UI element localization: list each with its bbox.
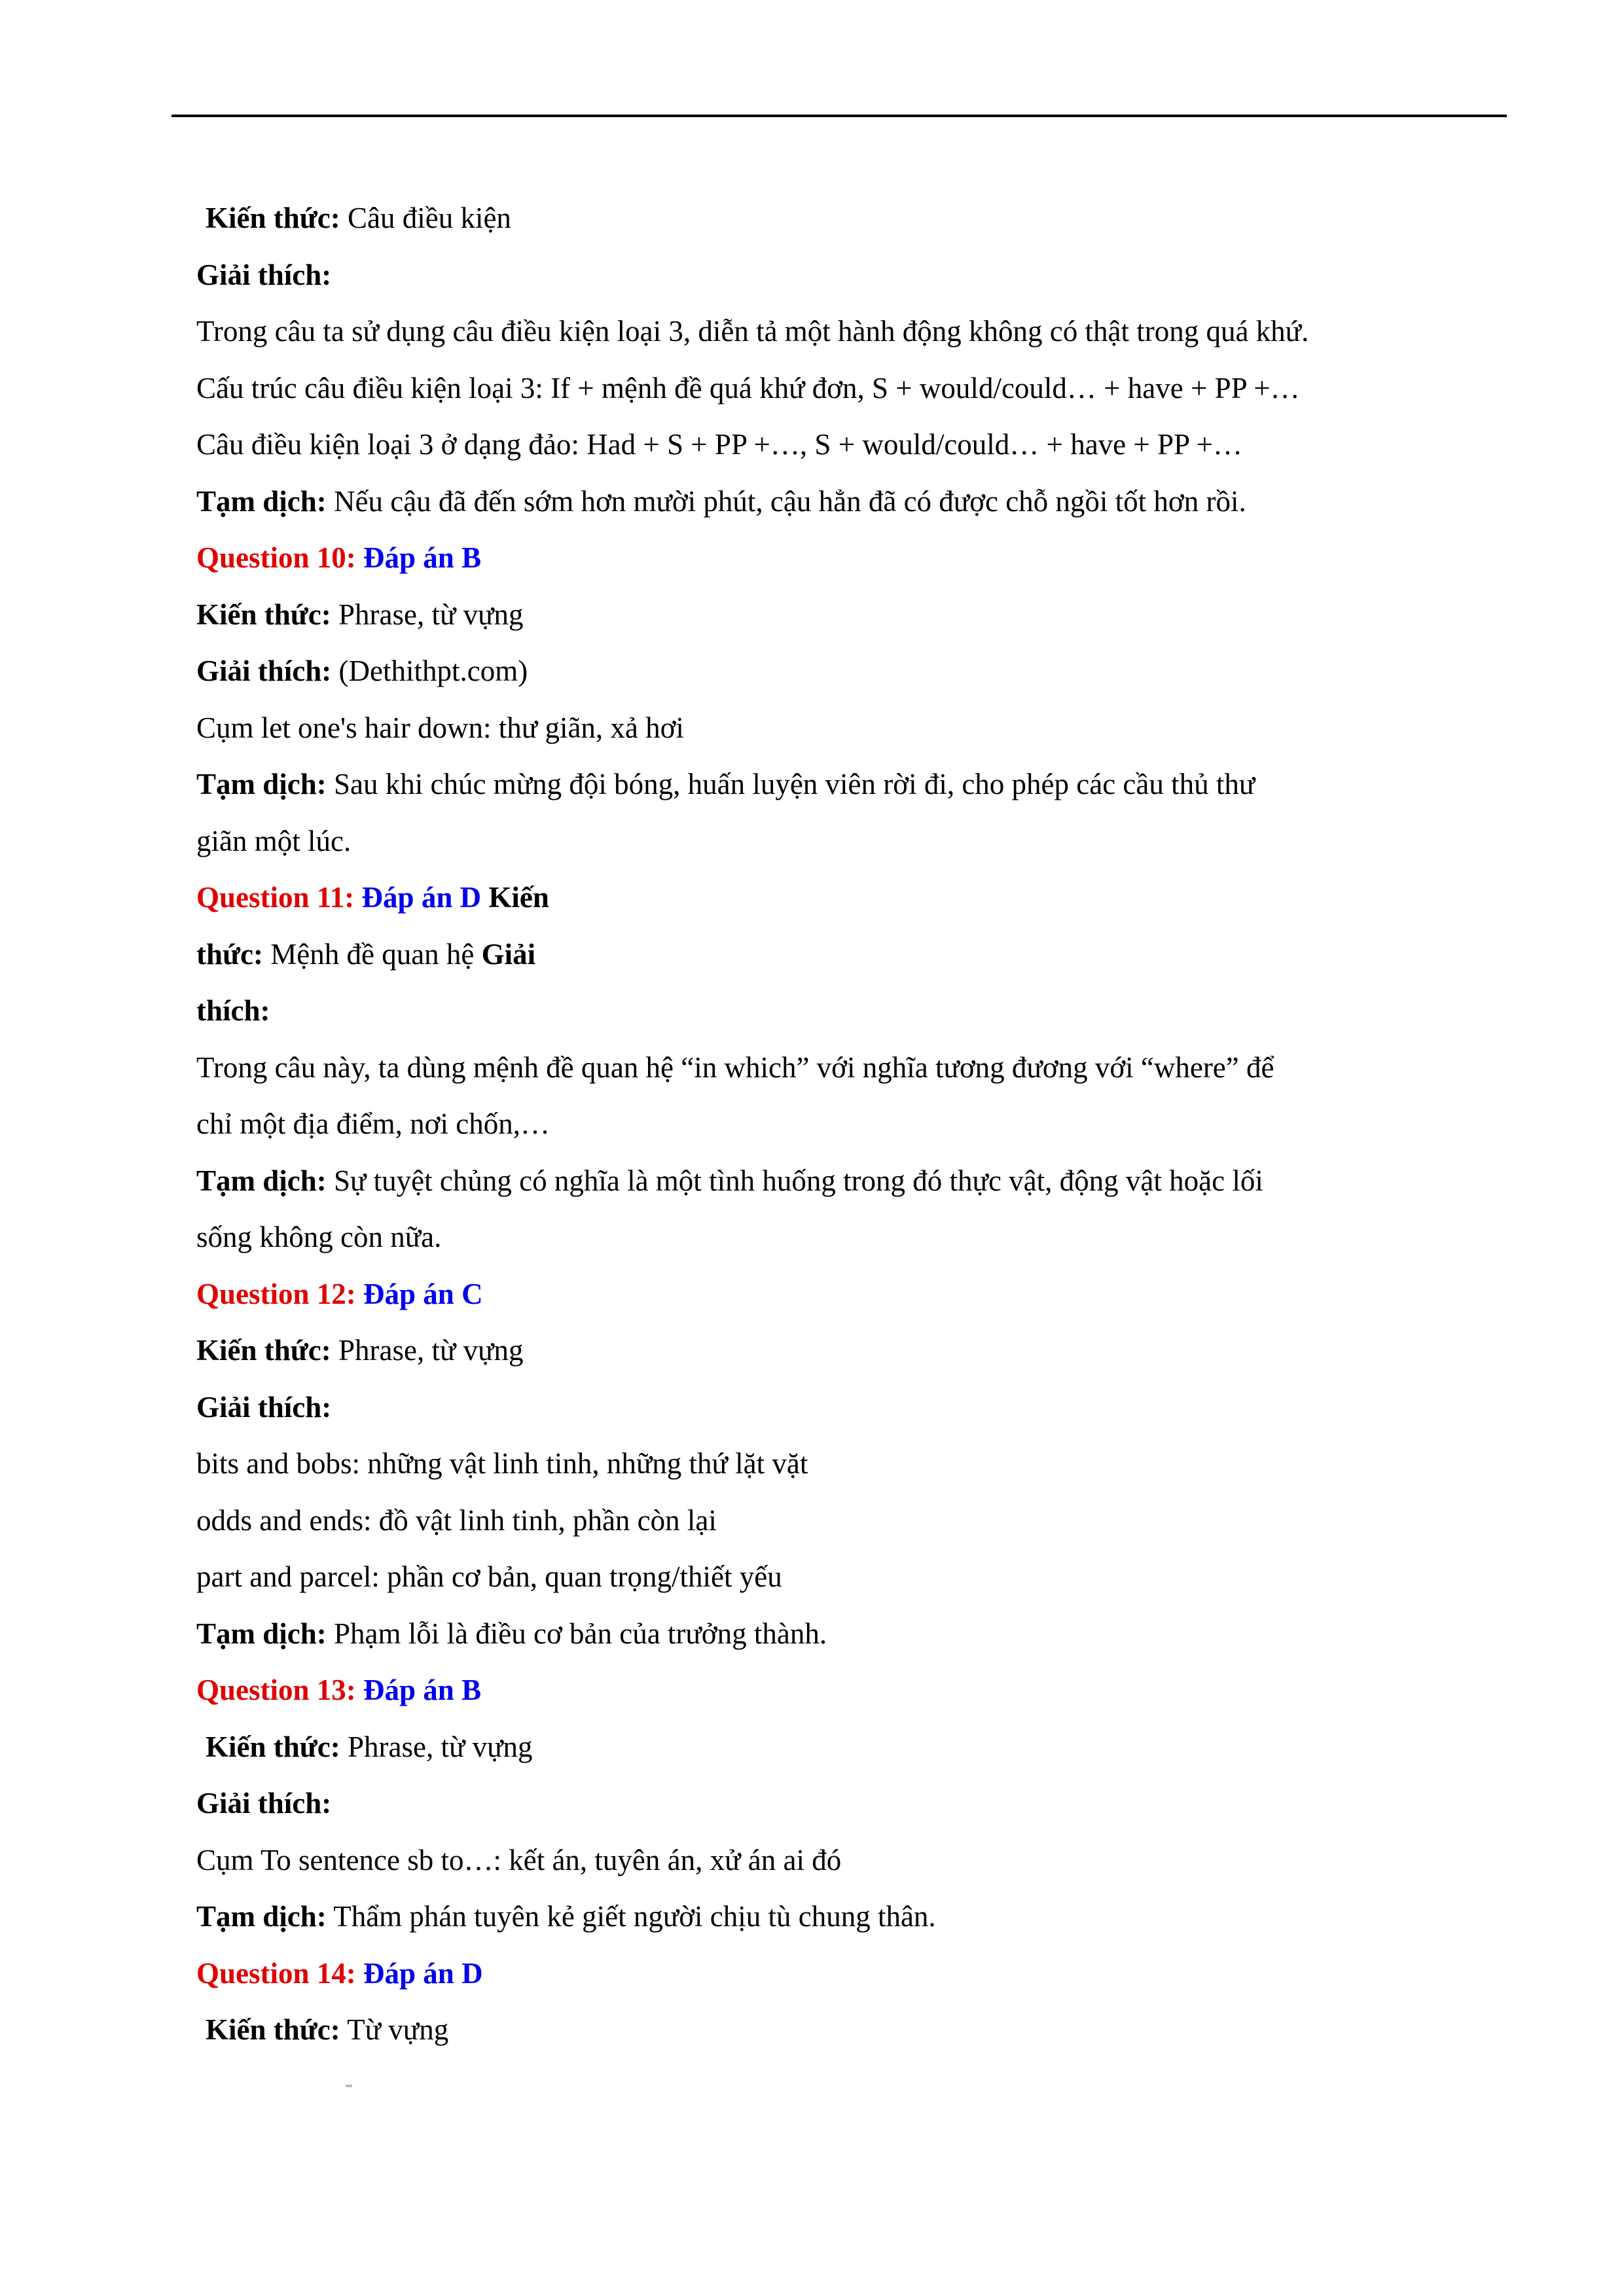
question-number: Question 12: bbox=[196, 1277, 356, 1310]
knowledge-label: Kiến thức: bbox=[206, 1730, 340, 1763]
paragraph-text: Câu điều kiện loại 3 ở dạng đảo: Had + S + PP +…, S + would/could… + have + PP +… bbox=[196, 428, 1243, 461]
knowledge-label: Kiến thức: bbox=[206, 2013, 340, 2046]
explanation-label: thích: bbox=[196, 994, 270, 1027]
knowledge-text: Từ vựng bbox=[340, 2013, 449, 2046]
paragraph-text: Cụm To sentence sb to…: kết án, tuyên án, xử án ai đó bbox=[196, 1843, 842, 1876]
translation-line bbox=[196, 473, 1473, 530]
explanation-text bbox=[196, 303, 1473, 360]
explanation-label: Giải thích: bbox=[196, 1390, 332, 1424]
paragraph-text: chỉ một địa điểm, nơi chốn,… bbox=[196, 1107, 550, 1140]
explanation-heading bbox=[196, 247, 1473, 304]
translation-text: Sau khi chúc mừng đội bóng, huấn luyện viên rời đi, cho phép các cầu thủ thư bbox=[326, 768, 1255, 800]
explanation-text bbox=[196, 416, 1473, 473]
knowledge-label: Kiến bbox=[481, 881, 549, 914]
knowledge-label: Kiến thức: bbox=[196, 1334, 331, 1367]
explanation-label: Giải thích: bbox=[196, 258, 332, 291]
translation-label: Tạm dịch: bbox=[196, 768, 327, 800]
question-number: Question 13: bbox=[196, 1674, 356, 1706]
explanation-text bbox=[196, 1039, 1473, 1096]
paragraph-text: giãn một lúc. bbox=[196, 824, 352, 857]
question-number: Question 14: bbox=[196, 1956, 356, 1990]
knowledge-line bbox=[196, 1719, 1473, 1776]
translation-continuation bbox=[196, 1209, 1473, 1266]
answer-key: Đáp án D bbox=[354, 881, 482, 914]
paragraph-text: bits and bobs: những vật linh tinh, những thứ lặt vặt bbox=[196, 1447, 808, 1480]
answer-key: Đáp án D bbox=[355, 1956, 483, 1990]
explanation-heading bbox=[196, 1775, 1473, 1832]
page-artifact-mark bbox=[346, 2085, 352, 2087]
explanation-heading bbox=[196, 643, 1473, 700]
translation-text: Phạm lỗi là điều cơ bản của trưởng thành. bbox=[326, 1617, 827, 1650]
explanation-text bbox=[196, 360, 1473, 417]
translation-line bbox=[196, 1888, 1473, 1945]
knowledge-line bbox=[196, 926, 1473, 983]
knowledge-label: Kiến thức: bbox=[196, 598, 331, 631]
translation-line bbox=[196, 1153, 1473, 1210]
answer-key: Đáp án C bbox=[355, 1277, 483, 1310]
explanation-text bbox=[196, 1832, 1473, 1889]
translation-text: Nếu cậu đã đến sớm hơn mười phút, cậu hẳn đã có được chỗ ngồi tốt hơn rồi. bbox=[326, 484, 1246, 518]
translation-line bbox=[196, 756, 1473, 813]
explanation-label: Giải bbox=[481, 937, 536, 971]
translation-text: Sự tuyệt chủng có nghĩa là một tình huống trong đó thực vật, động vật hoặc lối bbox=[326, 1164, 1263, 1197]
knowledge-line bbox=[196, 1322, 1473, 1379]
question-heading bbox=[196, 1945, 1473, 2002]
translation-label: Tạm dịch: bbox=[196, 484, 327, 518]
translation-text: Thẩm phán tuyên kẻ giết người chịu tù chung thân. bbox=[326, 1900, 936, 1933]
translation-line bbox=[196, 1605, 1473, 1662]
answer-key: Đáp án B bbox=[355, 1674, 482, 1706]
translation-continuation bbox=[196, 813, 1473, 870]
paragraph-text: sống không còn nữa. bbox=[196, 1221, 442, 1253]
explanation-text bbox=[196, 1435, 1473, 1492]
knowledge-label: thức: bbox=[196, 937, 263, 971]
explanation-text bbox=[196, 1549, 1473, 1605]
explanation-heading bbox=[196, 982, 1473, 1039]
knowledge-line bbox=[196, 2001, 1473, 2058]
translation-label: Tạm dịch: bbox=[196, 1617, 327, 1650]
translation-label: Tạm dịch: bbox=[196, 1900, 327, 1933]
question-heading bbox=[196, 1266, 1473, 1323]
paragraph-text: Cấu trúc câu điều kiện loại 3: If + mệnh đề quá khứ đơn, S + would/could… + have + PP +… bbox=[196, 371, 1300, 404]
explanation-text bbox=[196, 1096, 1473, 1153]
question-heading bbox=[196, 869, 1473, 926]
answer-key: Đáp án B bbox=[355, 541, 482, 574]
knowledge-label: Kiến thức: bbox=[206, 202, 340, 234]
translation-label: Tạm dịch: bbox=[196, 1164, 327, 1197]
explanation-text bbox=[196, 700, 1473, 757]
question-heading bbox=[196, 529, 1473, 586]
source-note: (Dethithpt.com) bbox=[331, 655, 528, 687]
header-rule bbox=[171, 115, 1507, 117]
paragraph-text: odds and ends: đồ vật linh tinh, phần còn lại bbox=[196, 1503, 717, 1537]
knowledge-text: Câu điều kiện bbox=[340, 202, 511, 234]
question-number: Question 10: bbox=[196, 541, 356, 574]
knowledge-text: Phrase, từ vựng bbox=[331, 1334, 524, 1367]
paragraph-text: part and parcel: phần cơ bản, quan trọng/thiết yếu bbox=[196, 1560, 782, 1593]
answer-explanations bbox=[196, 190, 1473, 2058]
explanation-text bbox=[196, 1492, 1473, 1549]
knowledge-line bbox=[196, 586, 1473, 643]
explanation-label: Giải thích: bbox=[196, 1787, 332, 1820]
paragraph-text: Trong câu ta sử dụng câu điều kiện loại 3, diễn tả một hành động không có thật trong quá khứ. bbox=[196, 315, 1309, 348]
question-number: Question 11: bbox=[196, 881, 355, 914]
knowledge-text: Mệnh đề quan hệ bbox=[262, 937, 482, 971]
explanation-heading bbox=[196, 1379, 1473, 1436]
question-heading bbox=[196, 1662, 1473, 1719]
knowledge-text: Phrase, từ vựng bbox=[340, 1730, 533, 1763]
explanation-label: Giải thích: bbox=[196, 655, 332, 687]
knowledge-line bbox=[196, 190, 1473, 247]
knowledge-text: Phrase, từ vựng bbox=[331, 598, 524, 631]
paragraph-text: Cụm let one's hair down: thư giãn, xả hơi bbox=[196, 711, 684, 744]
paragraph-text: Trong câu này, ta dùng mệnh đề quan hệ “in which” với nghĩa tương đương với “where” để bbox=[196, 1050, 1274, 1084]
